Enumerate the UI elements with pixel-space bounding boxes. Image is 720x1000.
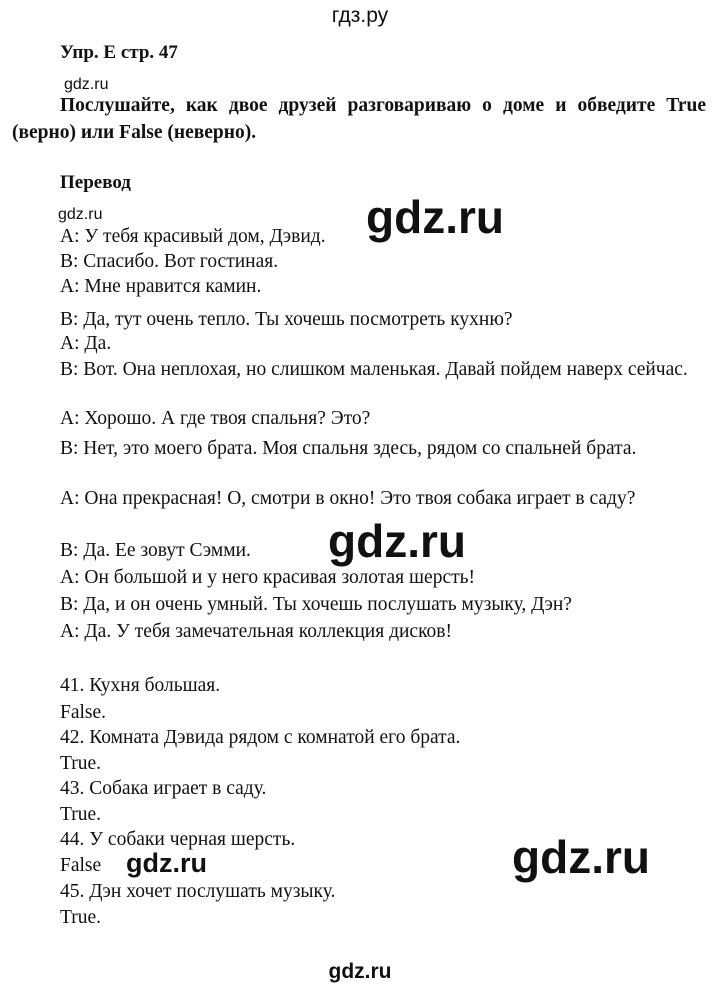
- watermark-large: gdz.ru: [366, 191, 504, 243]
- watermark-small: gdz.ru: [58, 206, 103, 223]
- dialogue-line: A: У тебя красивый дом, Дэвид.: [60, 226, 326, 247]
- dialogue-line: A: Хорошо. А где твоя спальня? Это?: [60, 408, 371, 429]
- exercise-title: Упр. E стр. 47: [60, 42, 178, 63]
- watermark-large: gdz.ru: [512, 831, 650, 883]
- answer-question: 41. Кухня большая.: [60, 675, 221, 696]
- section-heading: Перевод: [60, 172, 131, 193]
- dialogue-line: A: Она прекрасная! О, смотри в окно! Это твоя собака играет в саду?: [60, 488, 636, 509]
- dialogue-line: B: Да, и он очень умный. Ты хочешь послушать музыку, Дэн?: [60, 594, 572, 615]
- site-header: гдз.ру: [331, 4, 389, 27]
- watermark-small: gdz.ru: [64, 76, 109, 93]
- dialogue-line: A: Он большой и у него красивая золотая шерсть!: [60, 567, 476, 588]
- answer-value: True.: [60, 907, 101, 928]
- watermark-medium: gdz.ru: [126, 848, 207, 878]
- answer-value: True.: [60, 753, 101, 774]
- answer-question: 42. Комната Дэвида рядом с комнатой его брата.: [60, 727, 461, 748]
- dialogue-line: A: Мне нравится камин.: [60, 276, 262, 297]
- dialogue-line: B: Да, тут очень тепло. Ты хочешь посмотреть кухню?: [60, 309, 513, 330]
- answer-value: False.: [60, 702, 107, 723]
- site-footer: gdz.ru: [328, 960, 392, 983]
- dialogue-line: A: Да.: [60, 333, 112, 354]
- task-instruction: Послушайте, как двое друзей разговариваю о доме и обведите True (верно) или False (неверно).: [12, 95, 706, 143]
- answer-question: 43. Собака играет в саду.: [60, 778, 267, 799]
- dialogue-line: B: Вот. Она неплохая, но слишком маленькая. Давай пойдем наверх сейчас.: [60, 359, 688, 380]
- answer-question: 44. У собаки черная шерсть.: [60, 829, 296, 850]
- dialogue-line: B: Нет, это моего брата. Моя спальня здесь, рядом со спальней брата.: [60, 438, 637, 459]
- answer-question: 45. Дэн хочет послушать музыку.: [60, 881, 336, 902]
- watermark-large: gdz.ru: [328, 515, 466, 567]
- dialogue-line: B: Да. Ее зовут Сэмми.: [60, 540, 251, 561]
- dialogue-line: B: Спасибо. Вот гостиная.: [60, 251, 279, 272]
- answer-value: False: [60, 855, 102, 876]
- dialogue-line: A: Да. У тебя замечательная коллекция дисков!: [60, 621, 453, 642]
- answer-value: True.: [60, 804, 101, 825]
